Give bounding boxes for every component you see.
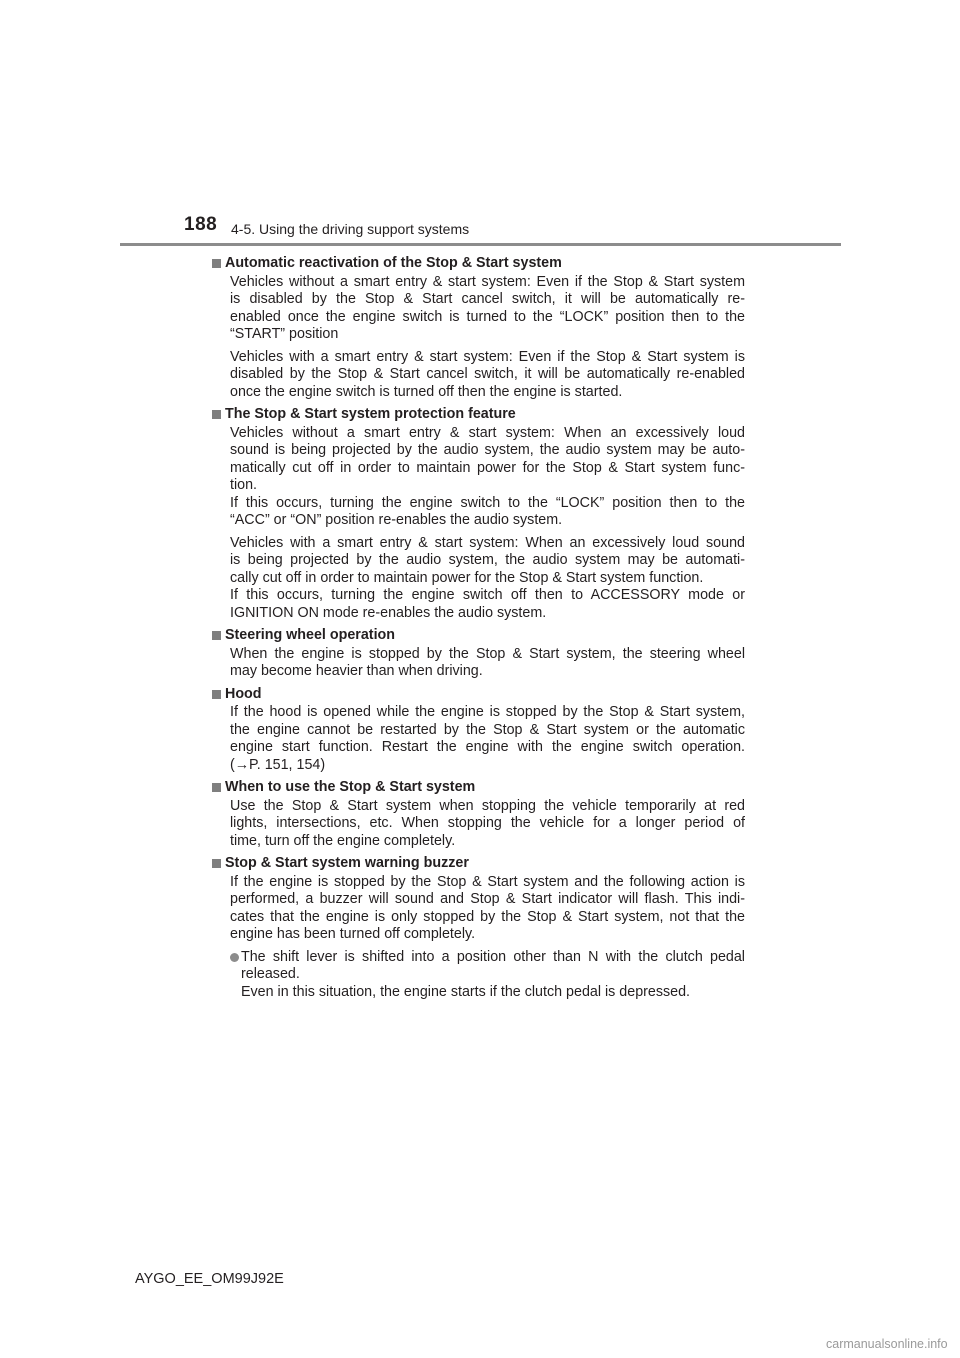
square-bullet-icon [212, 259, 221, 268]
text-line: Use the Stop & Start system when stopping the vehicle temporarily at red [230, 797, 745, 814]
section-heading [212, 686, 745, 704]
section-heading [212, 627, 745, 645]
square-bullet-icon [212, 859, 221, 868]
paragraph [230, 535, 745, 623]
bullet-item [230, 949, 745, 1002]
text-line: cally cut off in order to maintain power for the Stop & Start system function. [230, 569, 704, 586]
section [212, 855, 745, 1001]
paragraph [230, 798, 745, 851]
section [212, 779, 745, 850]
page-number: 188 [184, 214, 218, 235]
section-heading [212, 779, 745, 797]
text-line: Even in this situation, the engine starts if the clutch pedal is depressed. [241, 983, 691, 1000]
text-line: “ACC” or “ON” position re-enables the audio system. [230, 512, 563, 528]
manual-content [212, 255, 745, 1006]
text-line: performed, a buzzer will sound and Stop & Start indicator will flash. This indi- [230, 891, 745, 907]
section [212, 627, 745, 681]
section [212, 406, 745, 622]
section-heading-text: Steering wheel operation [225, 627, 396, 643]
text-line: engine start function. Restart the engine with the engine switch operation. [230, 739, 745, 755]
text-line: If the engine is stopped by the Stop & Start system and the following action is [230, 873, 745, 890]
text-line: time, turn off the engine completely. [230, 832, 456, 849]
square-bullet-icon [212, 410, 221, 419]
section-heading-text: Stop & Start system warning buzzer [225, 855, 469, 871]
document-code: AYGO_EE_OM99J92E [135, 1271, 284, 1287]
section-heading [212, 855, 745, 873]
text-line: The shift lever is shifted into a position other than N with the clutch pedal [241, 948, 745, 965]
text-line: may become heavier than when driving. [230, 663, 483, 679]
text-line: cates that the engine is only stopped by the Stop & Start system, not that the [230, 908, 745, 925]
square-bullet-icon [212, 631, 221, 640]
text-line: released. [241, 966, 300, 982]
square-bullet-icon [212, 690, 221, 699]
paragraph [230, 704, 745, 774]
text-line: lights, intersections, etc. When stopping the vehicle for a longer period of [230, 815, 745, 831]
text-line: If this occurs, turning the engine switch to the “LOCK” position then to the [230, 494, 745, 511]
running-head: 4-5. Using the driving support systems [231, 221, 470, 237]
text-line: Vehicles with a smart entry & start system: When an excessively loud sound [230, 534, 745, 551]
text-line: matically cut off in order to maintain power for the Stop & Start system func- [230, 459, 745, 476]
text-line: is being projected by the audio system, the audio system may be automati- [230, 552, 745, 568]
paragraph [230, 646, 745, 681]
text-line: enabled once the engine switch is turned to the “LOCK” position then to the [230, 308, 745, 325]
section [212, 686, 745, 775]
section-heading [212, 406, 745, 424]
paragraph [230, 425, 745, 530]
text-line: tion. [230, 477, 258, 493]
text-line: Vehicles without a smart entry & start system: When an excessively loud [230, 424, 745, 441]
square-bullet-icon [212, 783, 221, 792]
text-line: If this occurs, turning the engine switch off then to ACCESSORY mode or [230, 587, 745, 603]
text-line: If the hood is opened while the engine is stopped by the Stop & Start system, [230, 704, 745, 720]
section-heading [212, 255, 745, 273]
text-line: disabled by the Stop & Start cancel switch, it will be automatically re-enabled [230, 366, 745, 382]
section-heading-text: Hood [225, 685, 262, 702]
round-bullet-icon [230, 953, 239, 962]
text-line: is disabled by the Stop & Start cancel switch, it will be automatically re- [230, 291, 745, 307]
paragraph [230, 874, 745, 944]
text-line: the engine cannot be restarted by the Stop & Start system or the automatic [230, 721, 745, 738]
text-line: When the engine is stopped by the Stop & Start system, the steering wheel [230, 645, 745, 662]
text-line: Vehicles with a smart entry & start system: Even if the Stop & Start system is [230, 348, 745, 365]
section-heading-text: Automatic reactivation of the Stop & Start system [225, 255, 562, 271]
text-line: Vehicles without a smart entry & start system: Even if the Stop & Start system [230, 273, 745, 290]
header-rule [120, 243, 841, 246]
text-line: engine has been turned off completely. [230, 926, 476, 942]
watermark: carmanualsonline.info [826, 1337, 948, 1351]
text-line: IGNITION ON mode re-enables the audio system. [230, 604, 547, 621]
paragraph [230, 274, 745, 344]
section-heading-text: When to use the Stop & Start system [225, 779, 476, 795]
section-heading-text: The Stop & Start system protection feature [225, 406, 516, 422]
text-line: “START” position [230, 326, 339, 342]
text-line: sound is being projected by the audio system, the audio system may be auto- [230, 442, 745, 458]
text-line: (→P. 151, 154) [230, 756, 326, 773]
section [212, 255, 745, 401]
paragraph [230, 349, 745, 402]
text-line: once the engine switch is turned off then the engine is started. [230, 383, 623, 400]
